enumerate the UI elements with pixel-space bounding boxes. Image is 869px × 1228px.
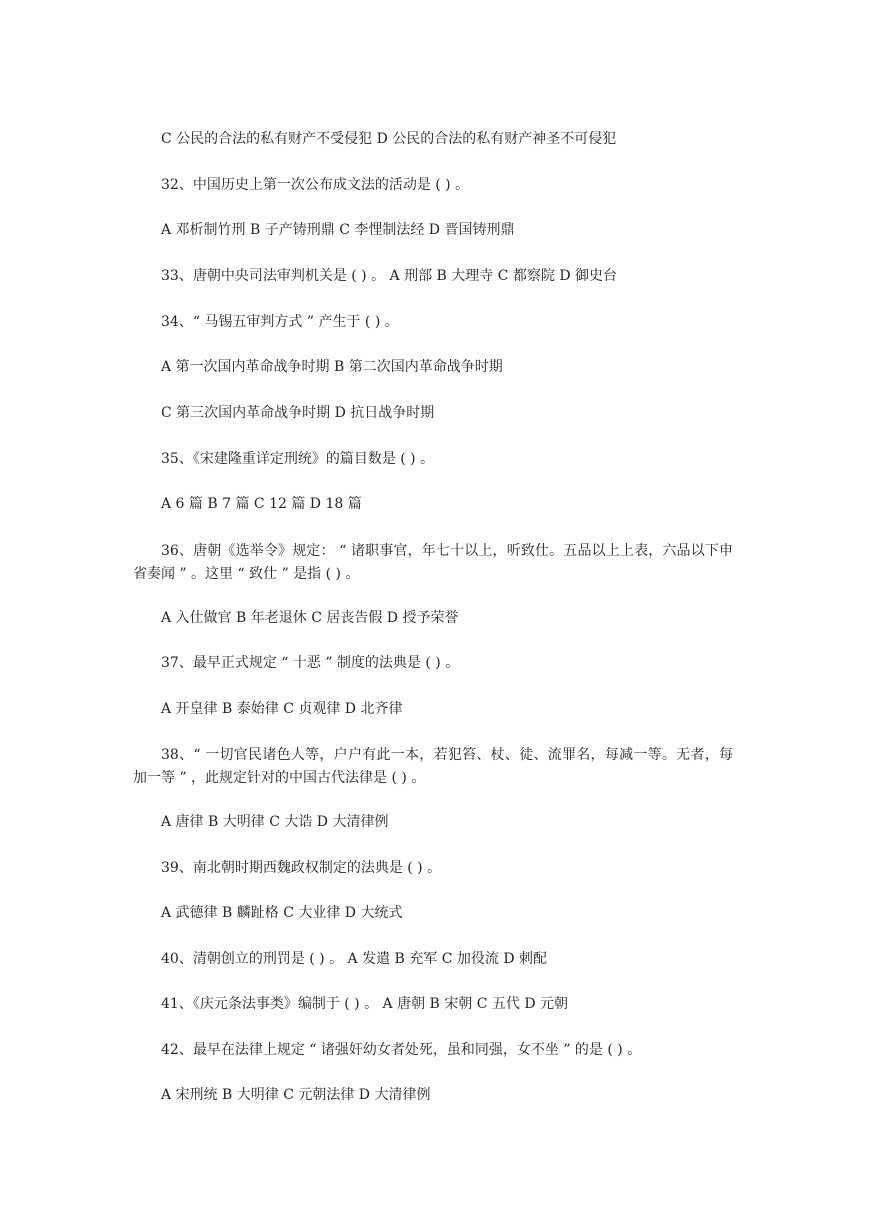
question-33: 33、唐朝中央司法审判机关是 ( ) 。 A 刑部 B 大理寺 C 都察院 D 御史台 [161, 268, 618, 284]
answer-options-37: A 开皇律 B 泰始律 C 贞观律 D 北齐律 [161, 701, 403, 717]
question-41: 41、《庆元条法事类》编制于 ( ) 。 A 唐朝 B 宋朝 C 五代 D 元朝 [161, 996, 569, 1012]
answer-options-42: A 宋刑统 B 大明律 C 元朝法律 D 大清律例 [161, 1087, 431, 1103]
question-39: 39、南北朝时期西魏政权制定的法典是 ( ) 。 [161, 860, 442, 876]
answer-options-36: A 入仕做官 B 年老退休 C 居丧告假 D 授予荣誉 [161, 610, 459, 626]
question-36: 36、唐朝《选举令》规定： “ 诸职事官，年七十以上，听致仕。五品以上上表，六品以下申省奏闻 ” 。这里 “ 致仕 ” 是指 ( ) 。 [133, 543, 733, 582]
answer-options-32: A 邓析制竹刑 B 子产铸刑鼎 C 李悝制法经 D 晋国铸刑鼎 [161, 222, 515, 238]
question-34: 34、“ 马锡五审判方式 ” 产生于 ( ) 。 [161, 314, 399, 330]
question-35: 35、《宋建隆重详定刑统》的篇目数是 ( ) 。 [161, 451, 435, 467]
question-38: 38、“ 一切官民诸色人等，户户有此一本，若犯笞、杖、徒、流罪名，每减一等。无者，每加一等 ” ，此规定针对的中国古代法律是 ( ) 。 [133, 747, 733, 786]
question-42: 42、最早在法律上规定 “ 诸强奸幼女者处死，虽和同强，女不坐 ” 的是 ( ) 。 [161, 1042, 642, 1058]
question-37: 37、最早正式规定 “ 十恶 ” 制度的法典是 ( ) 。 [161, 655, 460, 671]
answer-options-35: A 6 篇 B 7 篇 C 12 篇 D 18 篇 [161, 496, 362, 512]
answer-options-34b: C 第三次国内革命战争时期 D 抗日战争时期 [161, 405, 435, 421]
answer-options-38: A 唐律 B 大明律 C 大诰 D 大清律例 [161, 814, 389, 830]
answer-options-31: C 公民的合法的私有财产不受侵犯 D 公民的合法的私有财产神圣不可侵犯 [161, 131, 617, 147]
answer-options-34a: A 第一次国内革命战争时期 B 第二次国内革命战争时期 [161, 359, 503, 375]
question-32: 32、中国历史上第一次公布成文法的活动是 ( ) 。 [161, 177, 470, 193]
question-40: 40、清朝创立的刑罚是 ( ) 。 A 发遣 B 充军 C 加役流 D 刺配 [161, 951, 548, 967]
answer-options-39: A 武德律 B 麟趾格 C 大业律 D 大统式 [161, 905, 403, 921]
